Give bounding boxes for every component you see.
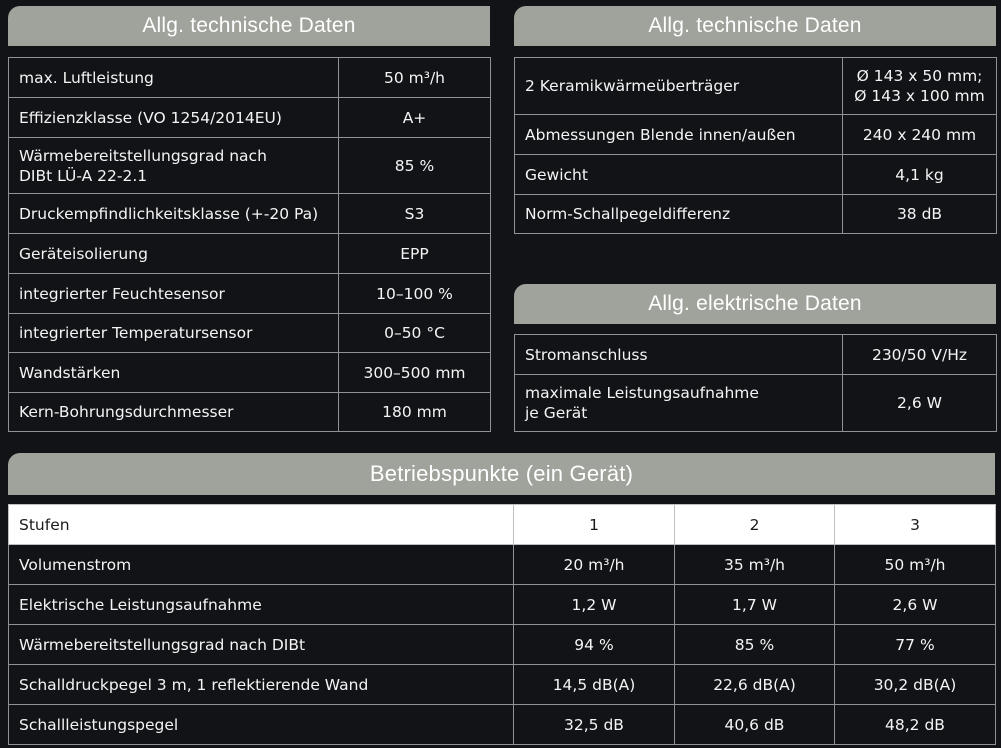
row-value: 240 x 240 mm	[843, 115, 997, 155]
row-value: 38 dB	[843, 195, 997, 234]
row-label: 2 Keramikwärmeüberträger	[515, 58, 843, 115]
table-row	[515, 195, 997, 234]
row-value-line-1: Ø 143 x 50 mm;	[856, 67, 983, 85]
table-header-row	[9, 505, 996, 545]
row-value-line-2: Ø 143 x 100 mm	[854, 87, 985, 105]
row-label: integrierter Temperatursensor	[9, 314, 339, 353]
column-header-2: 2	[675, 505, 835, 545]
row-label: Wärmebereitstellungsgrad nach DIBt	[9, 625, 514, 665]
row-label-line-1: maximale Leistungsaufnahme	[525, 384, 759, 402]
cell-value: 14,5 dB(A)	[514, 665, 675, 705]
cell-value: 2,6 W	[835, 585, 996, 625]
cell-value: 1,2 W	[514, 585, 675, 625]
table-row	[515, 58, 997, 115]
row-value: 300–500 mm	[339, 353, 491, 393]
table-row	[9, 274, 491, 314]
cell-value: 22,6 dB(A)	[675, 665, 835, 705]
cell-value: 1,7 W	[675, 585, 835, 625]
row-label: Wandstärken	[9, 353, 339, 393]
table-row	[515, 115, 997, 155]
row-label: Abmessungen Blende innen/außen	[515, 115, 843, 155]
row-value: 230/50 V/Hz	[843, 335, 997, 375]
row-label: Elektrische Leistungsaufnahme	[9, 585, 514, 625]
row-label-line-2: DIBt LÜ-A 22-2.1	[19, 166, 148, 185]
row-label: Geräteisolierung	[9, 234, 339, 274]
row-label: Stromanschluss	[515, 335, 843, 375]
table-row	[515, 375, 997, 432]
table-row	[9, 138, 491, 194]
table-row	[515, 155, 997, 195]
left-table-title: Allg. technische Daten	[8, 6, 490, 46]
table-row	[9, 665, 996, 705]
table-row	[9, 58, 491, 98]
cell-value: 50 m³/h	[835, 545, 996, 585]
row-label: Schalldruckpegel 3 m, 1 reflektierende Wand	[9, 665, 514, 705]
table-row	[9, 234, 491, 274]
table-row	[9, 585, 996, 625]
row-label-line-2: je Gerät	[525, 404, 588, 422]
table-row	[9, 705, 996, 745]
row-value: 85 %	[339, 138, 491, 194]
row-label: Effizienzklasse (VO 1254/2014EU)	[9, 98, 339, 138]
column-header-1: 1	[514, 505, 675, 545]
table-row	[9, 393, 491, 432]
cell-value: 32,5 dB	[514, 705, 675, 745]
row-label	[515, 375, 843, 432]
row-value: 0–50 °C	[339, 314, 491, 353]
row-value	[843, 58, 997, 115]
row-label: Kern-Bohrungsdurchmesser	[9, 393, 339, 432]
cell-value: 94 %	[514, 625, 675, 665]
cell-value: 48,2 dB	[835, 705, 996, 745]
table-row	[9, 98, 491, 138]
row-label	[9, 138, 339, 194]
table-row	[9, 353, 491, 393]
operating-points-table	[8, 504, 996, 745]
cell-value: 85 %	[675, 625, 835, 665]
table-row	[515, 335, 997, 375]
cell-value: 35 m³/h	[675, 545, 835, 585]
row-value: 180 mm	[339, 393, 491, 432]
row-label: Druckempfindlichkeitsklasse (+-20 Pa)	[9, 194, 339, 234]
cell-value: 30,2 dB(A)	[835, 665, 996, 705]
table-row	[9, 314, 491, 353]
row-label: Volumenstrom	[9, 545, 514, 585]
row-value: S3	[339, 194, 491, 234]
row-label: integrierter Feuchtesensor	[9, 274, 339, 314]
column-header-3: 3	[835, 505, 996, 545]
table-row	[9, 194, 491, 234]
operating-table-title: Betriebspunkte (ein Gerät)	[8, 453, 995, 495]
left-tech-table	[8, 57, 491, 432]
cell-value: 77 %	[835, 625, 996, 665]
row-value: 4,1 kg	[843, 155, 997, 195]
row-label-line-1: Wärmebereitstellungsgrad nach	[19, 146, 267, 165]
row-value: EPP	[339, 234, 491, 274]
row-label: max. Luftleistung	[9, 58, 339, 98]
row-value: A+	[339, 98, 491, 138]
right-elec-table	[514, 334, 997, 432]
right-elec-table-title: Allg. elektrische Daten	[514, 284, 996, 324]
cell-value: 40,6 dB	[675, 705, 835, 745]
table-row	[9, 625, 996, 665]
row-value: 2,6 W	[843, 375, 997, 432]
row-label: Schallleistungspegel	[9, 705, 514, 745]
right-tech-table	[514, 57, 997, 234]
column-header-stufen: Stufen	[9, 505, 514, 545]
cell-value: 20 m³/h	[514, 545, 675, 585]
right-tech-table-title: Allg. technische Daten	[514, 6, 996, 46]
row-label: Norm-Schallpegeldifferenz	[515, 195, 843, 234]
row-value: 50 m³/h	[339, 58, 491, 98]
row-label: Gewicht	[515, 155, 843, 195]
row-value: 10–100 %	[339, 274, 491, 314]
table-row	[9, 545, 996, 585]
